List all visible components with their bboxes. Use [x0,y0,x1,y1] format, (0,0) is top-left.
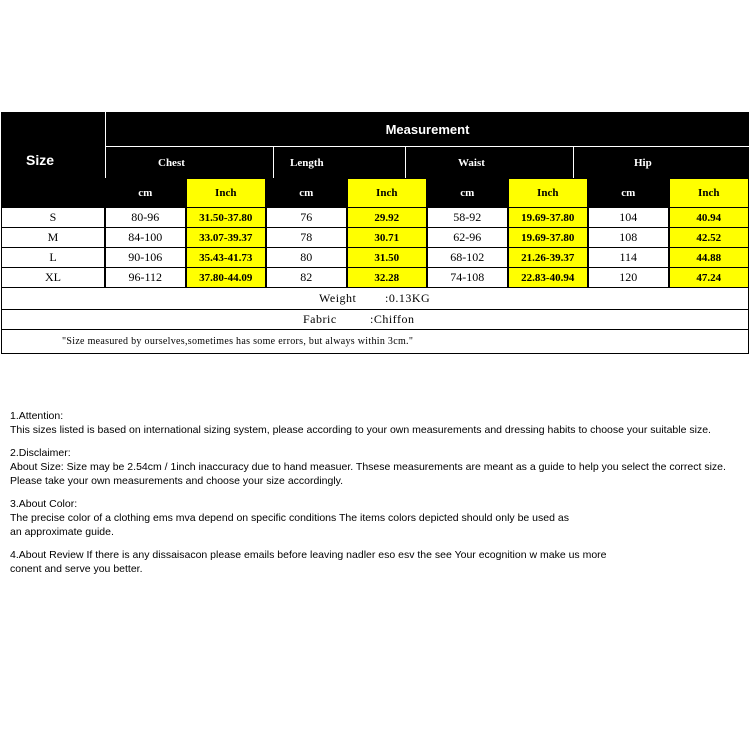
weight-label: Weight [319,291,357,305]
length-cm-cell: 76 [266,208,347,228]
size-cell: XL [1,268,105,288]
table-row [1,268,749,288]
unit-header-cm: cm [427,178,508,208]
size-column-header: Size [1,112,105,208]
measurement-note: "Size measured by ourselves,sometimes has some errors, but always within 3cm." [62,336,414,347]
unit-header-cm: cm [588,178,669,208]
size-cell: L [1,248,105,268]
weight-row [1,288,749,310]
table-row [1,228,749,248]
group-header-chest: Chest [105,146,273,178]
waist-cm-cell: 74-108 [427,268,508,288]
length-inch-cell: 30.71 [347,228,428,248]
unit-header-cm: cm [266,178,347,208]
chest-cm-cell: 84-100 [105,228,186,248]
disclaimer-text: Please take your own measurements and choose your size accordingly. [10,475,344,487]
fabric-label: Fabric [303,312,337,326]
unit-header-inch: Inch [186,178,267,208]
chest-cm-cell: 96-112 [105,268,186,288]
chest-inch-cell: 33.07-39.37 [186,228,267,248]
hip-inch-cell: 42.52 [669,228,750,248]
hip-cm-cell: 104 [588,208,669,228]
length-inch-cell: 29.92 [347,208,428,228]
length-inch-cell: 32.28 [347,268,428,288]
measurement-note-row [1,330,749,354]
length-cm-cell: 80 [266,248,347,268]
table-row [1,208,749,228]
group-header-length: Length [273,146,405,178]
color-text: The precise color of a clothing ems mva depend on specific conditions The items colors depicted should only be used as [10,512,569,524]
waist-cm-cell: 68-102 [427,248,508,268]
waist-inch-cell: 21.26-39.37 [508,248,589,268]
hip-inch-cell: 40.94 [669,208,750,228]
group-header-hip: Hip [573,146,749,178]
length-cm-cell: 78 [266,228,347,248]
waist-cm-cell: 62-96 [427,228,508,248]
chest-inch-cell: 31.50-37.80 [186,208,267,228]
size-cell: S [1,208,105,228]
attention-text: This sizes listed is based on international sizing system, please according to your own measurements and dressing habits to choose your suitable size. [10,424,711,436]
color-text: an approximate guide. [10,526,114,538]
hip-cm-cell: 120 [588,268,669,288]
length-inch-cell: 31.50 [347,248,428,268]
fabric-value: :Chiffon [370,312,415,326]
hip-cm-cell: 108 [588,228,669,248]
chest-inch-cell: 35.43-41.73 [186,248,267,268]
waist-cm-cell: 58-92 [427,208,508,228]
unit-header-cm: cm [105,178,186,208]
review-text: 4.About Review If there is any dissaisacon please emails before leaving nadler eso esv the see Your ecognition w make us more [10,549,607,561]
hip-inch-cell: 47.24 [669,268,750,288]
unit-header-inch: Inch [669,178,750,208]
measurement-header: Measurement [105,112,749,146]
size-notes [10,409,745,576]
hip-inch-cell: 44.88 [669,248,750,268]
waist-inch-cell: 19.69-37.80 [508,228,589,248]
disclaimer-title: 2.Disclaimer: [10,447,71,459]
chest-cm-cell: 90-106 [105,248,186,268]
unit-row [105,178,749,208]
unit-header-inch: Inch [508,178,589,208]
waist-inch-cell: 22.83-40.94 [508,268,589,288]
chest-cm-cell: 80-96 [105,208,186,228]
length-cm-cell: 82 [266,268,347,288]
group-header-waist: Waist [405,146,573,178]
review-text: conent and serve you better. [10,563,143,575]
attention-title: 1.Attention: [10,410,64,422]
color-title: 3.About Color: [10,498,78,510]
fabric-row [1,310,749,330]
hip-cm-cell: 114 [588,248,669,268]
chest-inch-cell: 37.80-44.09 [186,268,267,288]
measurement-group-row [105,146,749,178]
waist-inch-cell: 19.69-37.80 [508,208,589,228]
weight-value: :0.13KG [385,291,431,305]
disclaimer-text: About Size: Size may be 2.54cm / 1inch inaccuracy due to hand measuer. Thsese measurements are meant as a guide to help you select the correct size. [10,461,726,473]
table-row [1,248,749,268]
size-cell: M [1,228,105,248]
unit-header-inch: Inch [347,178,428,208]
size-data-rows [1,208,749,288]
